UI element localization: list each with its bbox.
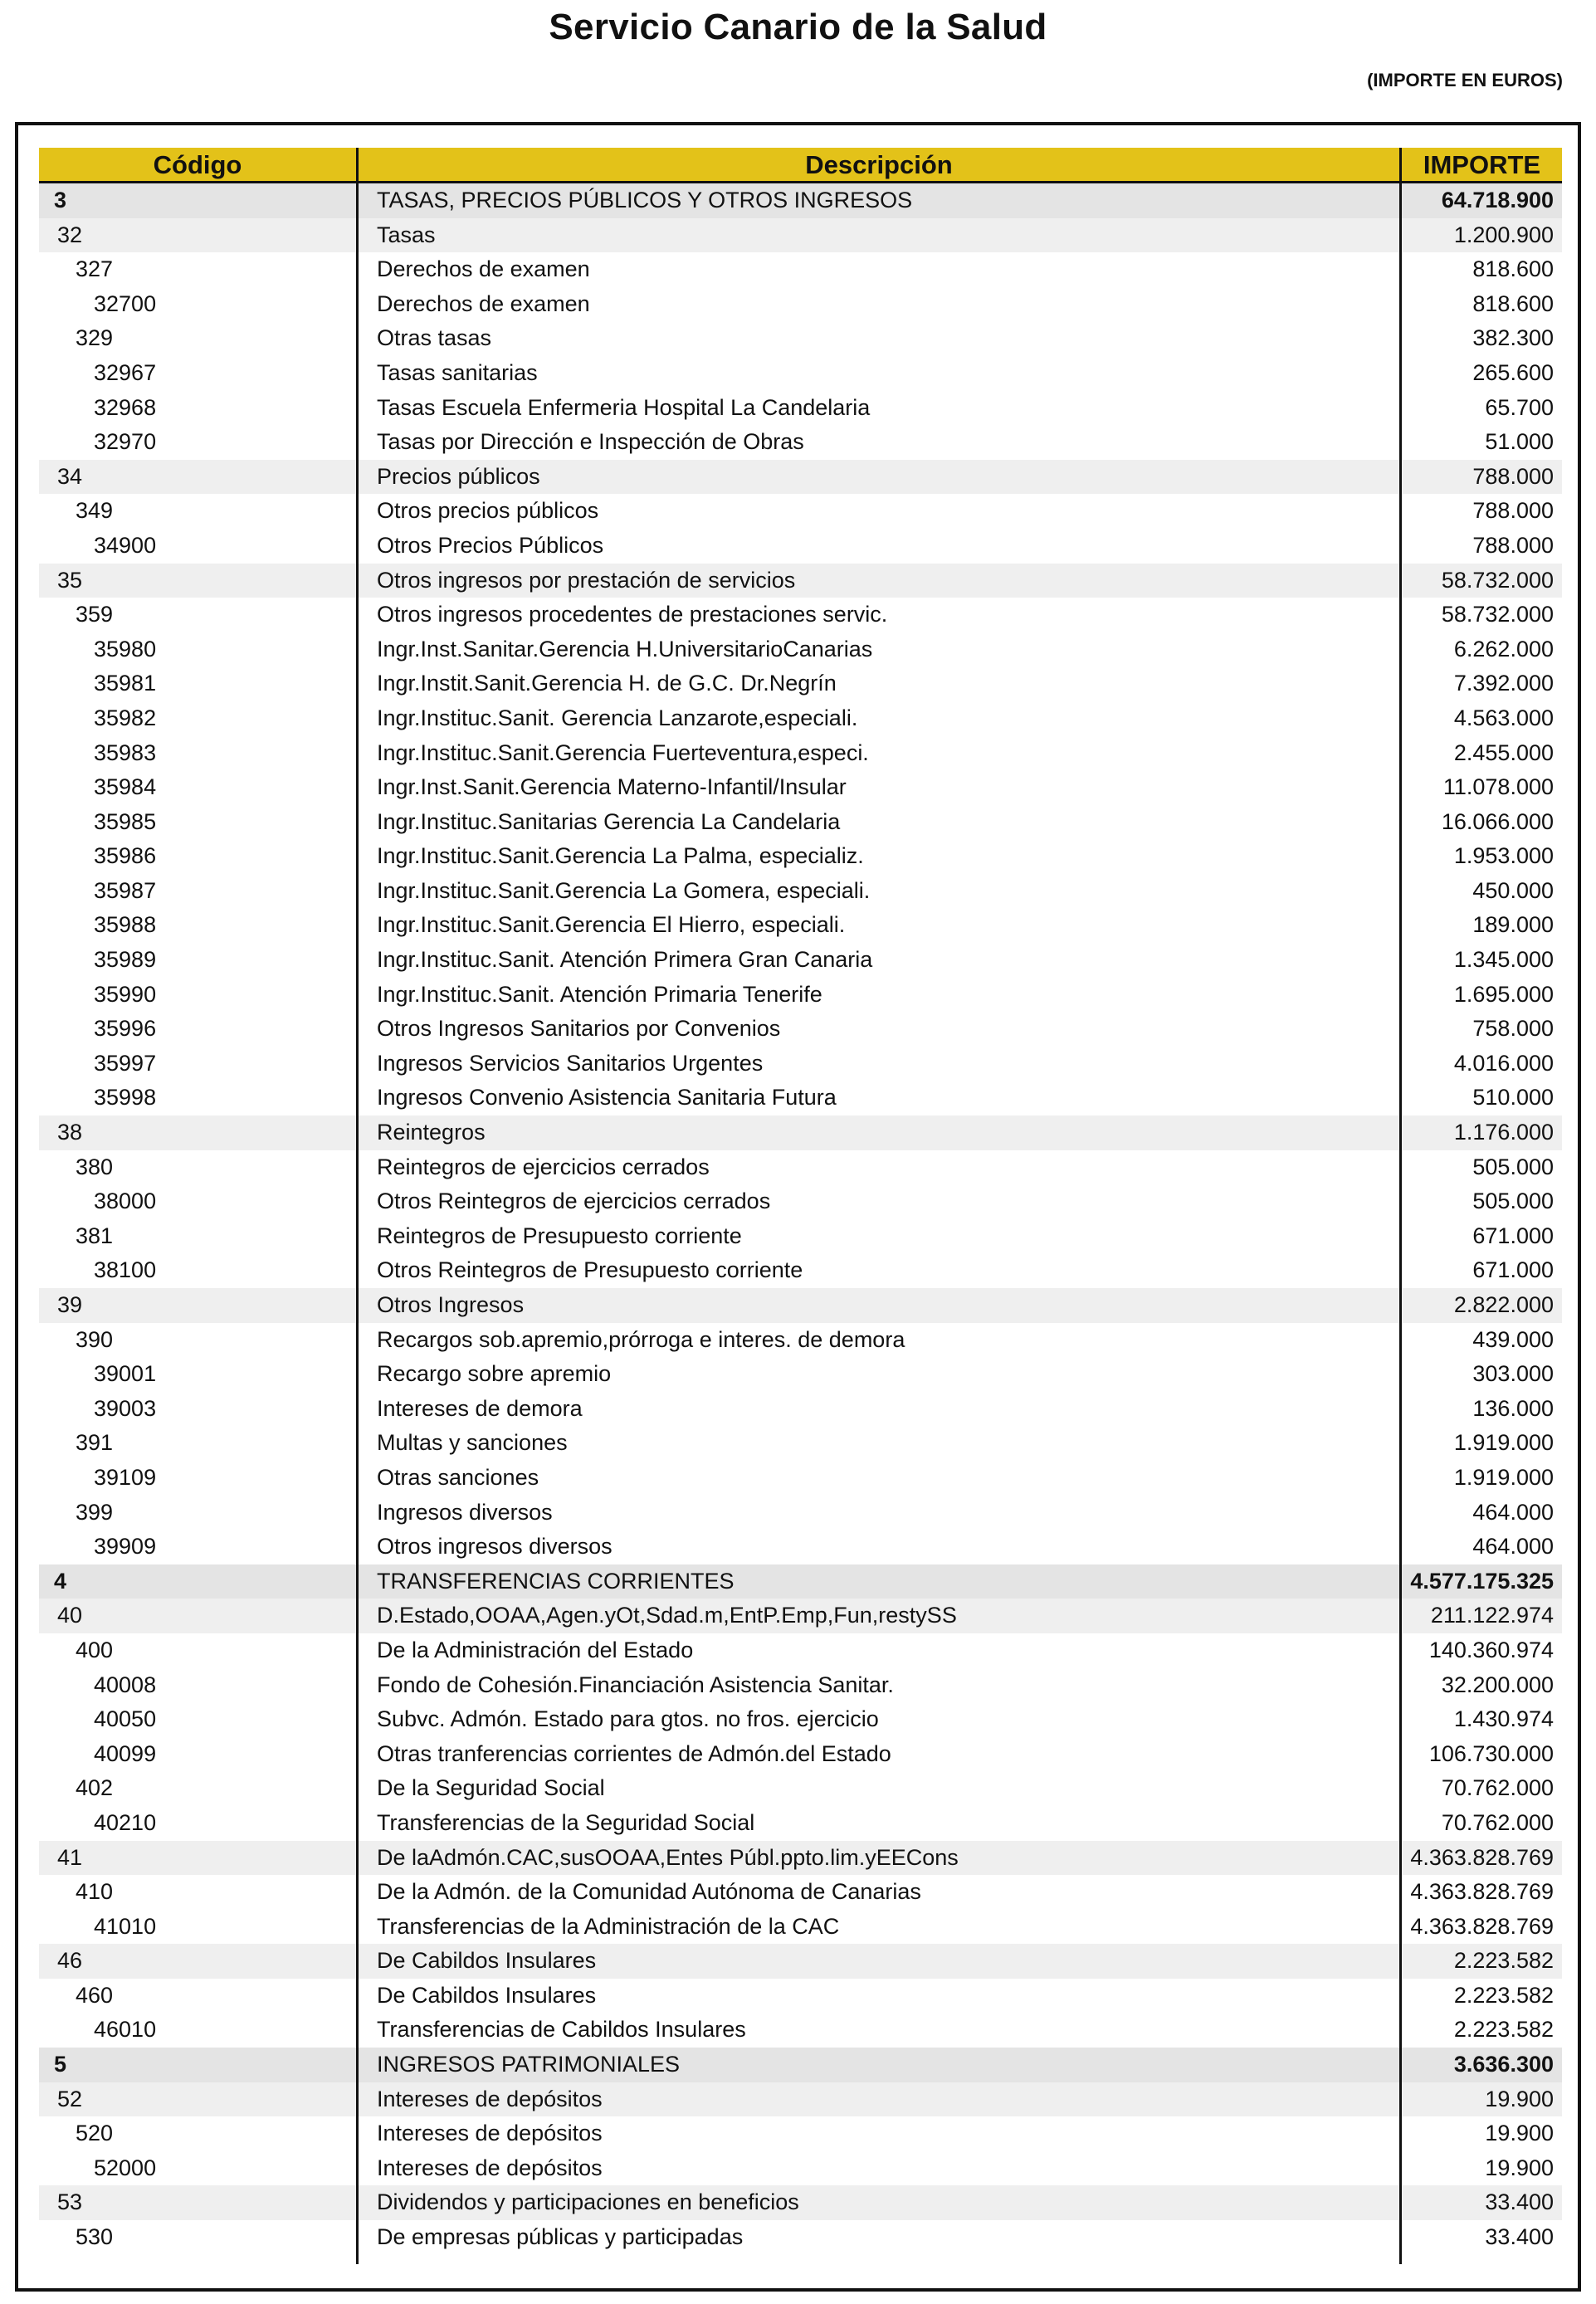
table-row xyxy=(39,736,1562,771)
row-code: 35981 xyxy=(94,671,157,696)
row-code: 400 xyxy=(76,1637,114,1662)
row-amount: 58.732.000 xyxy=(1441,567,1554,593)
table-row xyxy=(39,1219,1562,1254)
row-amount: 818.600 xyxy=(1472,290,1554,316)
table-row xyxy=(39,1288,1562,1323)
row-description: Otros Ingresos Sanitarios por Convenios xyxy=(377,1016,781,1042)
row-code: 38100 xyxy=(94,1257,157,1283)
row-amount: 450.000 xyxy=(1472,877,1554,903)
table-row xyxy=(39,1841,1562,1876)
row-amount: 382.300 xyxy=(1472,325,1554,351)
row-code: 39 xyxy=(57,1292,83,1317)
row-description: INGRESOS PATRIMONIALES xyxy=(377,2052,681,2077)
row-amount: 189.000 xyxy=(1472,912,1554,938)
row-description: TASAS, PRECIOS PÚBLICOS Y OTROS INGRESOS xyxy=(377,188,913,212)
table-row xyxy=(39,874,1562,909)
row-amount: 1.919.000 xyxy=(1453,1430,1554,1456)
table-row xyxy=(39,321,1562,356)
row-description: Ingr.Instituc.Sanit.Gerencia La Palma, especializ. xyxy=(377,843,864,869)
row-amount: 33.400 xyxy=(1485,2189,1554,2215)
row-description: Ingr.Inst.Sanit.Gerencia Materno-Infantil/Insular xyxy=(377,774,847,800)
table-row xyxy=(39,1461,1562,1496)
row-amount: 1.695.000 xyxy=(1453,981,1554,1007)
row-description: De empresas públicas y participadas xyxy=(377,2224,744,2250)
table-row xyxy=(39,839,1562,874)
table-row xyxy=(39,2116,1562,2151)
row-amount: 1.953.000 xyxy=(1453,843,1554,869)
row-amount: 788.000 xyxy=(1472,463,1554,489)
row-amount: 33.400 xyxy=(1485,2224,1554,2250)
row-code: 41 xyxy=(57,1844,83,1870)
row-description: Otros ingresos por prestación de servicios xyxy=(377,567,796,593)
row-amount: 671.000 xyxy=(1472,1223,1554,1248)
row-code: 39001 xyxy=(94,1361,157,1387)
table-row xyxy=(39,598,1562,632)
row-amount: 1.345.000 xyxy=(1453,947,1554,973)
row-code: 402 xyxy=(76,1775,114,1801)
row-description: Otros Reintegros de ejercicios cerrados xyxy=(377,1189,771,1214)
table-row xyxy=(39,943,1562,978)
row-code: 32968 xyxy=(94,394,157,420)
row-code: 32970 xyxy=(94,429,157,455)
row-code: 40050 xyxy=(94,1706,157,1732)
row-amount: 464.000 xyxy=(1472,1534,1554,1560)
row-amount: 1.430.974 xyxy=(1453,1706,1554,1732)
table-row xyxy=(39,1012,1562,1047)
table-row xyxy=(39,632,1562,667)
table-row xyxy=(39,1910,1562,1945)
row-code: 520 xyxy=(76,2121,114,2146)
row-amount: 505.000 xyxy=(1472,1154,1554,1179)
row-code: 40 xyxy=(57,1603,83,1628)
row-amount: 758.000 xyxy=(1472,1016,1554,1042)
row-description: De la Administración del Estado xyxy=(377,1637,694,1662)
row-code: 35983 xyxy=(94,740,157,765)
table-row xyxy=(39,356,1562,391)
row-description: De Cabildos Insulares xyxy=(377,1948,597,1974)
row-description: Tasas Escuela Enfermeria Hospital La Candelaria xyxy=(377,394,871,420)
table-row xyxy=(39,1702,1562,1737)
row-description: Intereses de depósitos xyxy=(377,2121,603,2146)
table-row xyxy=(39,1253,1562,1288)
table-row xyxy=(39,460,1562,495)
row-amount: 2.223.582 xyxy=(1453,1982,1554,2008)
row-code: 327 xyxy=(76,256,114,282)
row-amount: 464.000 xyxy=(1472,1499,1554,1525)
table-row xyxy=(39,1357,1562,1392)
row-amount: 2.223.582 xyxy=(1453,1948,1554,1974)
budget-table xyxy=(39,148,1562,2255)
row-code: 32 xyxy=(57,222,83,247)
header-code: Código xyxy=(153,150,242,179)
row-code: 391 xyxy=(76,1430,114,1456)
row-description: Derechos de examen xyxy=(377,290,590,316)
row-code: 410 xyxy=(76,1879,114,1905)
row-amount: 4.577.175.325 xyxy=(1410,1568,1554,1594)
row-amount: 16.066.000 xyxy=(1441,808,1554,834)
row-description: Transferencias de la Seguridad Social xyxy=(377,1809,755,1835)
table-row xyxy=(39,908,1562,943)
row-amount: 788.000 xyxy=(1472,498,1554,524)
row-code: 359 xyxy=(76,602,114,627)
row-code: 381 xyxy=(76,1223,114,1248)
row-amount: 7.392.000 xyxy=(1453,671,1554,696)
table-row xyxy=(39,978,1562,1013)
row-amount: 671.000 xyxy=(1472,1257,1554,1283)
row-code: 4 xyxy=(54,1568,67,1594)
row-amount: 70.762.000 xyxy=(1441,1775,1554,1801)
row-description: Reintegros de ejercicios cerrados xyxy=(377,1154,710,1179)
row-description: TRANSFERENCIAS CORRIENTES xyxy=(377,1568,735,1594)
table-row xyxy=(39,1633,1562,1668)
row-code: 329 xyxy=(76,325,114,351)
header-amount: IMPORTE xyxy=(1423,150,1541,179)
table-row xyxy=(39,2082,1562,2117)
row-code: 39109 xyxy=(94,1464,157,1490)
row-amount: 4.363.828.769 xyxy=(1410,1844,1554,1870)
row-code: 35989 xyxy=(94,947,157,973)
row-code: 349 xyxy=(76,498,114,524)
row-description: Ingr.Instit.Sanit.Gerencia H. de G.C. Dr.Negrín xyxy=(377,671,837,696)
row-amount: 70.762.000 xyxy=(1441,1809,1554,1835)
table-row xyxy=(39,2185,1562,2220)
row-description: Intereses de depósitos xyxy=(377,2086,603,2111)
column-divider xyxy=(1399,148,1402,2264)
row-amount: 510.000 xyxy=(1472,1085,1554,1111)
row-code: 35985 xyxy=(94,808,157,834)
row-code: 35998 xyxy=(94,1085,157,1111)
row-description: Otras tasas xyxy=(377,325,492,351)
table-row xyxy=(39,2151,1562,2186)
table-row xyxy=(39,218,1562,253)
row-code: 34 xyxy=(57,463,83,489)
row-code: 35988 xyxy=(94,912,157,938)
table-row xyxy=(39,1599,1562,1633)
table-row xyxy=(39,1737,1562,1772)
table-row xyxy=(39,1530,1562,1564)
table-row xyxy=(39,425,1562,460)
row-code: 35984 xyxy=(94,774,157,800)
row-description: Recargo sobre apremio xyxy=(377,1361,612,1387)
row-code: 35982 xyxy=(94,705,157,730)
table-row xyxy=(39,1944,1562,1979)
row-description: De Cabildos Insulares xyxy=(377,1982,597,2008)
row-description: Ingr.Instituc.Sanit.Gerencia La Gomera, especiali. xyxy=(377,877,871,903)
row-code: 35996 xyxy=(94,1016,157,1042)
header-description: Descripción xyxy=(805,150,953,179)
table-row xyxy=(39,1564,1562,1599)
table-row xyxy=(39,1875,1562,1910)
row-description: Tasas sanitarias xyxy=(377,359,538,385)
row-code: 46010 xyxy=(94,2017,157,2043)
row-description: Ingr.Instituc.Sanit. Atención Primera Gran Canaria xyxy=(377,947,873,973)
row-description: Otros precios públicos xyxy=(377,498,599,524)
table-row xyxy=(39,287,1562,322)
table-row xyxy=(39,1081,1562,1115)
row-amount: 11.078.000 xyxy=(1442,774,1554,800)
row-amount: 505.000 xyxy=(1472,1189,1554,1214)
table-row xyxy=(39,391,1562,426)
table-body xyxy=(39,183,1562,2255)
row-code: 38 xyxy=(57,1120,83,1145)
table-row xyxy=(39,183,1562,218)
table-row xyxy=(39,1184,1562,1219)
row-description: Ingr.Instituc.Sanit. Gerencia Lanzarote,especiali. xyxy=(377,705,858,730)
row-description: Otros Ingresos xyxy=(377,1292,525,1317)
table-row xyxy=(39,1668,1562,1703)
row-amount: 2.822.000 xyxy=(1453,1292,1554,1317)
row-description: Derechos de examen xyxy=(377,256,590,282)
row-description: Recargos sob.apremio,prórroga e interes. de demora xyxy=(377,1326,905,1352)
table-row xyxy=(39,1496,1562,1530)
row-code: 46 xyxy=(57,1948,83,1974)
row-code: 53 xyxy=(57,2189,83,2215)
row-description: De la Admón. de la Comunidad Autónoma de Canarias xyxy=(377,1879,921,1905)
row-amount: 136.000 xyxy=(1472,1395,1554,1421)
row-amount: 439.000 xyxy=(1472,1326,1554,1352)
row-amount: 4.016.000 xyxy=(1453,1050,1554,1076)
row-description: Reintegros xyxy=(377,1120,486,1145)
row-amount: 4.563.000 xyxy=(1453,705,1554,730)
row-description: Ingresos Convenio Asistencia Sanitaria Futura xyxy=(377,1085,837,1111)
row-code: 399 xyxy=(76,1499,114,1525)
row-description: Intereses de depósitos xyxy=(377,2155,603,2180)
row-amount: 3.636.300 xyxy=(1453,2052,1554,2077)
row-description: Multas y sanciones xyxy=(377,1430,568,1456)
table-row xyxy=(39,1323,1562,1358)
row-amount: 140.360.974 xyxy=(1428,1637,1554,1662)
unit-note: (IMPORTE EN EUROS) xyxy=(1367,70,1563,90)
row-code: 52000 xyxy=(94,2155,157,2180)
row-code: 41010 xyxy=(94,1913,157,1939)
row-description: Transferencias de Cabildos Insulares xyxy=(377,2017,746,2043)
table-header xyxy=(39,148,1562,183)
table-row xyxy=(39,2013,1562,2048)
row-code: 32967 xyxy=(94,359,157,385)
row-amount: 106.730.000 xyxy=(1428,1740,1554,1766)
row-description: Subvc. Admón. Estado para gtos. no fros. ejercicio xyxy=(377,1706,879,1732)
row-description: Ingresos diversos xyxy=(377,1499,553,1525)
row-description: Otros Precios Públicos xyxy=(377,532,604,558)
row-description: Fondo de Cohesión.Financiación Asistencia Sanitar. xyxy=(377,1672,894,1697)
row-description: Ingresos Servicios Sanitarios Urgentes xyxy=(377,1050,764,1076)
row-description: Otras tranferencias corrientes de Admón.del Estado xyxy=(377,1740,891,1766)
row-amount: 788.000 xyxy=(1472,532,1554,558)
row-description: Intereses de demora xyxy=(377,1395,583,1421)
row-description: Ingr.Instituc.Sanit.Gerencia El Hierro, especiali. xyxy=(377,912,846,938)
row-amount: 58.732.000 xyxy=(1441,602,1554,627)
row-description: D.Estado,OOAA,Agen.yOt,Sdad.m,EntP.Emp,Fun,restySS xyxy=(377,1603,957,1628)
row-amount: 1.919.000 xyxy=(1453,1464,1554,1490)
table-row xyxy=(39,1806,1562,1841)
row-amount: 19.900 xyxy=(1485,2121,1554,2146)
table-row xyxy=(39,564,1562,598)
row-amount: 2.223.582 xyxy=(1453,2017,1554,2043)
row-description: Reintegros de Presupuesto corriente xyxy=(377,1223,742,1248)
row-description: De la Seguridad Social xyxy=(377,1775,605,1801)
table-row xyxy=(39,770,1562,805)
row-amount: 1.176.000 xyxy=(1453,1120,1554,1145)
row-code: 38000 xyxy=(94,1189,157,1214)
table-row xyxy=(39,1771,1562,1806)
table-row xyxy=(39,2048,1562,2082)
row-amount: 65.700 xyxy=(1485,394,1554,420)
row-description: Ingr.Instituc.Sanit.Gerencia Fuerteventura,especi. xyxy=(377,740,869,765)
row-description: Ingr.Instituc.Sanitarias Gerencia La Candelaria xyxy=(377,808,841,834)
row-amount: 32.200.000 xyxy=(1441,1672,1554,1697)
row-code: 40210 xyxy=(94,1809,157,1835)
table-row xyxy=(39,1115,1562,1150)
table-row xyxy=(39,805,1562,840)
row-code: 35 xyxy=(57,567,83,593)
row-description: Otros ingresos procedentes de prestaciones servic. xyxy=(377,602,888,627)
row-code: 40008 xyxy=(94,1672,157,1697)
row-description: Tasas xyxy=(377,222,436,247)
row-description: Otros ingresos diversos xyxy=(377,1534,613,1560)
row-description: Ingr.Instituc.Sanit. Atención Primaria Tenerife xyxy=(377,981,822,1007)
row-amount: 51.000 xyxy=(1485,429,1554,455)
row-amount: 818.600 xyxy=(1472,256,1554,282)
table-row xyxy=(39,1392,1562,1427)
row-amount: 265.600 xyxy=(1472,359,1554,385)
row-code: 390 xyxy=(76,1326,114,1352)
row-description: Ingr.Inst.Sanitar.Gerencia H.UniversitarioCanarias xyxy=(377,636,873,661)
row-description: Otras sanciones xyxy=(377,1464,539,1490)
row-amount: 4.363.828.769 xyxy=(1410,1913,1554,1939)
table-row xyxy=(39,252,1562,287)
row-code: 3 xyxy=(54,188,67,212)
row-code: 35990 xyxy=(94,981,157,1007)
row-amount: 4.363.828.769 xyxy=(1410,1879,1554,1905)
row-code: 35980 xyxy=(94,636,157,661)
row-description: Otros Reintegros de Presupuesto corriente xyxy=(377,1257,803,1283)
row-description: Dividendos y participaciones en beneficios xyxy=(377,2189,799,2215)
row-amount: 211.122.974 xyxy=(1430,1603,1554,1628)
row-code: 5 xyxy=(54,2052,67,2077)
table-row xyxy=(39,666,1562,701)
table-row xyxy=(39,494,1562,529)
row-amount: 1.200.900 xyxy=(1453,222,1554,247)
row-amount: 19.900 xyxy=(1485,2086,1554,2111)
table-row xyxy=(39,529,1562,564)
row-amount: 2.455.000 xyxy=(1453,740,1554,765)
table-row xyxy=(39,1979,1562,2014)
row-amount: 64.718.900 xyxy=(1441,188,1554,212)
page-title: Servicio Canario de la Salud xyxy=(549,7,1047,47)
table-row xyxy=(39,1150,1562,1185)
row-description: Tasas por Dirección e Inspección de Obras xyxy=(377,429,804,455)
row-code: 35986 xyxy=(94,843,157,869)
column-divider xyxy=(356,148,359,2264)
table-row xyxy=(39,1047,1562,1081)
row-code: 40099 xyxy=(94,1740,157,1766)
row-code: 35997 xyxy=(94,1050,157,1076)
row-code: 34900 xyxy=(94,532,157,558)
table-row xyxy=(39,701,1562,736)
row-code: 32700 xyxy=(94,290,157,316)
row-amount: 6.262.000 xyxy=(1453,636,1554,661)
row-code: 52 xyxy=(57,2086,83,2111)
row-code: 39909 xyxy=(94,1534,157,1560)
row-description: De laAdmón.CAC,susOOAA,Entes Públ.ppto.lim.yEECons xyxy=(377,1844,959,1870)
row-code: 35987 xyxy=(94,877,157,903)
table-row xyxy=(39,2220,1562,2255)
row-code: 460 xyxy=(76,1982,114,2008)
row-description: Precios públicos xyxy=(377,463,540,489)
table-row xyxy=(39,1426,1562,1461)
row-code: 530 xyxy=(76,2224,114,2250)
row-code: 380 xyxy=(76,1154,114,1179)
row-amount: 303.000 xyxy=(1472,1361,1554,1387)
row-amount: 19.900 xyxy=(1485,2155,1554,2180)
row-code: 39003 xyxy=(94,1395,157,1421)
row-description: Transferencias de la Administración de la CAC xyxy=(377,1913,840,1939)
